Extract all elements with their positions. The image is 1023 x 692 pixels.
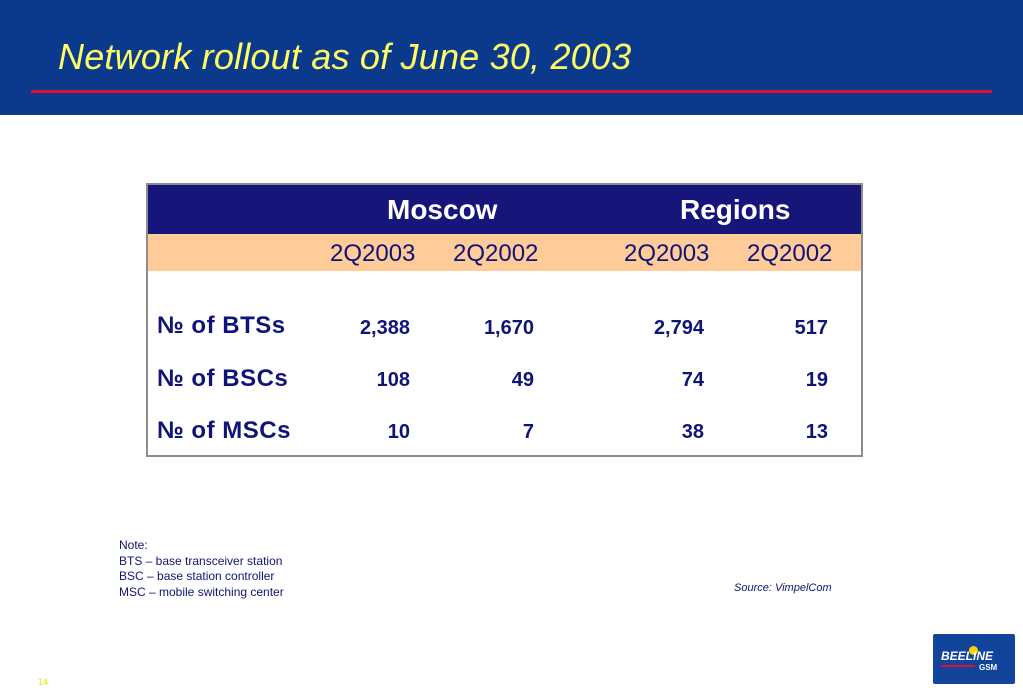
slide-title: Network rollout as of June 30, 2003: [58, 36, 632, 77]
cell-bsc-moscow-2002: 49: [511, 369, 534, 391]
row-label-msc: № of MSCs: [157, 417, 291, 444]
table-region-header: [148, 185, 861, 234]
source-citation: Source: VimpelCom: [734, 582, 832, 594]
note-line-bts: BTS – base transceiver station: [119, 553, 283, 568]
header-banner: [0, 0, 1023, 115]
cell-bts-regions-2002: 517: [794, 317, 828, 339]
period-moscow-2002: 2Q2002: [453, 240, 539, 267]
cell-bsc-regions-2002: 19: [805, 369, 828, 391]
cell-bsc-regions-2003: 74: [681, 369, 704, 391]
cell-msc-moscow-2002: 7: [522, 421, 534, 443]
cell-bts-moscow-2003: 2,388: [359, 317, 410, 339]
row-label-bts: № of BTSs: [157, 312, 286, 339]
cell-msc-regions-2003: 38: [681, 421, 704, 443]
note-line-bsc: BSC – base station controller: [119, 569, 275, 583]
period-moscow-2003: 2Q2003: [330, 240, 416, 267]
footnotes: [119, 538, 284, 600]
cell-msc-moscow-2003: 10: [387, 421, 410, 443]
period-regions-2002: 2Q2002: [747, 240, 833, 267]
cell-bts-regions-2003: 2,794: [653, 317, 704, 339]
logo-underline: [941, 665, 975, 667]
beeline-logo: [933, 634, 1015, 684]
cell-bts-moscow-2002: 1,670: [483, 317, 534, 339]
title-underline: [31, 90, 992, 93]
period-regions-2003: 2Q2003: [624, 240, 710, 267]
logo-brand-text: BEELINE: [941, 649, 994, 663]
region-regions-header: Regions: [680, 194, 791, 225]
cell-bsc-moscow-2003: 108: [376, 369, 410, 391]
row-label-bsc: № of BSCs: [157, 365, 289, 392]
region-moscow-header: Moscow: [387, 194, 498, 225]
note-line-msc: MSC – mobile switching center: [119, 584, 284, 599]
rollout-table: [146, 183, 863, 457]
page-number: 14: [38, 677, 49, 687]
note-heading: Note:: [119, 538, 148, 552]
logo-sub-text: GSM: [979, 663, 998, 672]
cell-msc-regions-2002: 13: [805, 421, 828, 443]
